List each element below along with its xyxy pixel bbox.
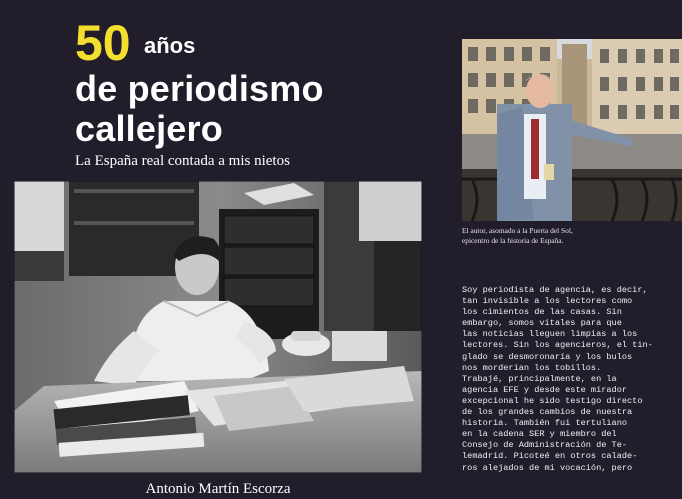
title-anos: años <box>144 33 196 58</box>
body-line: en la cadena SER y miembro del <box>462 429 617 440</box>
body-line: Soy periodista de agencia, es decir, <box>462 285 648 295</box>
body-line: agencia EFE y desde este mirador <box>462 384 628 395</box>
body-line: glado se desmoronaría y los bulos <box>462 351 633 362</box>
caption-line-2: epicentro de la historia de España. <box>462 236 564 245</box>
body-text <box>462 285 674 474</box>
body-line: excepcional he sido testigo directo <box>462 395 643 406</box>
body-line: las noticias lleguen limpias a los <box>462 329 638 340</box>
body-line: ros alejados de mi vocación, pero <box>462 462 633 473</box>
title-number: 50 <box>75 15 131 71</box>
body-line: nos morderían los tobillos. <box>462 362 602 373</box>
title-line-2: de periodismo <box>75 68 324 109</box>
body-line: los cimientos de las casas. Sin <box>462 307 622 318</box>
body-line: tan invisible a los lectores como <box>462 296 633 307</box>
body-line: de los grandes cambios de nuestra <box>462 407 633 418</box>
photo-caption <box>462 226 672 246</box>
body-line: Trabajé, principalmente, en la <box>462 373 617 384</box>
body-line: lectores. Sin los agencieros, el tin- <box>462 340 653 351</box>
author-photo <box>462 39 682 221</box>
subtitle: La España real contada a mis nietos <box>75 153 290 169</box>
body-line: historia. También fui tertuliano <box>462 418 628 429</box>
caption-line-1: El autor, asomado a la Puerta del Sol, <box>462 226 573 235</box>
title-line-3: callejero <box>75 108 223 149</box>
body-line: embargo, somos vitales para que <box>462 318 622 329</box>
author-name: Antonio Martín Escorza <box>145 481 291 497</box>
body-line: lemadrid. Picoteé en otros calade- <box>462 451 638 462</box>
body-line: Consejo de Administración de Te- <box>462 440 628 451</box>
main-photo <box>14 181 422 473</box>
